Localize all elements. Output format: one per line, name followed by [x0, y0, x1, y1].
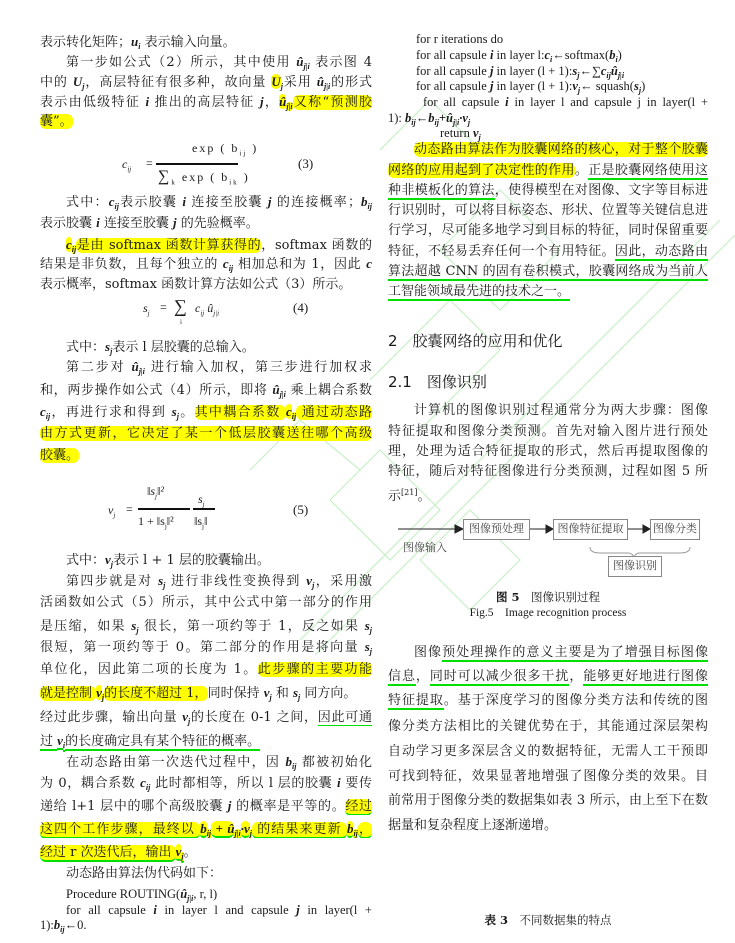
- text-segment: ，: [415, 669, 430, 684]
- underlined-text: 种非模板化的算法: [388, 183, 495, 198]
- text-segment: i: [145, 94, 150, 109]
- text-segment: û: [296, 54, 304, 69]
- text-segment: j: [280, 82, 283, 91]
- subsection-heading: 2.1 图像识别: [388, 373, 487, 391]
- text-segment: 活函数如公式（5）所示，其中公式中第一部分的作用: [40, 595, 372, 610]
- text-segment: 动态路由算法伪代码如下：: [66, 866, 223, 881]
- highlighted-text: 经过: [345, 799, 372, 814]
- underlined-text: 能够更好地进行图像: [583, 669, 708, 684]
- text-segment: ij: [606, 71, 611, 80]
- text-segment: v: [182, 709, 188, 724]
- text-segment: i: [153, 903, 157, 917]
- text-segment: û: [316, 74, 325, 89]
- text-segment: 示: [388, 489, 402, 504]
- highlighted-text: 通过动态路: [296, 405, 372, 420]
- text-segment: 进行输入加权，第三步进行加权求: [144, 360, 372, 375]
- text-segment: ij: [367, 202, 372, 211]
- text-segment: 经过此步骤，输出向量: [40, 710, 183, 725]
- highlighted-text: 是由 softmax 函数计算获得的: [76, 238, 262, 253]
- text-segment: 行识别时，可以将目标姿态、形状、位置等关键信息进: [388, 203, 708, 218]
- text-segment: , r, l): [193, 887, 218, 901]
- text-segment: 理，处理为适合特征提取的形式，然后再提取图像的: [388, 444, 708, 459]
- underlined-text: 因此，动态路由: [614, 244, 708, 259]
- text-segment: 可找到特征，效果显著地增强了图像分类的效果。目: [388, 769, 708, 784]
- text-segment: ij: [45, 412, 51, 421]
- text-segment: i: [96, 215, 100, 230]
- text-segment: ←∑: [579, 64, 601, 78]
- text-segment: j|i: [138, 367, 145, 376]
- text-segment: j: [267, 194, 272, 209]
- text-segment: j: [577, 71, 580, 80]
- text-segment: in layer (l + 1):: [493, 79, 573, 93]
- text-segment: Procedure ROUTING(: [66, 887, 181, 901]
- figure-caption-en: Fig.5 Image recognition process: [469, 607, 627, 619]
- text-segment: b: [361, 194, 368, 209]
- section-heading: 2 胶囊网络的应用和优化: [388, 332, 563, 350]
- highlighted-text: v: [96, 685, 102, 700]
- text-segment: i: [615, 55, 618, 64]
- text-segment: s: [171, 404, 177, 419]
- text-segment: 。: [183, 845, 197, 860]
- formula-lhs: $c_{ij}$: [122, 157, 132, 174]
- text-segment: j: [259, 94, 264, 109]
- text-segment: ，高层特征有很多种，故向量: [84, 75, 272, 90]
- highlighted-text: 此步骤的主要功能: [257, 662, 372, 677]
- highlighted-text: j: [249, 829, 252, 838]
- text-segment: ij: [114, 202, 119, 211]
- highlighted-text: ij: [71, 245, 77, 254]
- figure-box-feature-extraction: 图像特征提取: [553, 519, 628, 540]
- highlighted-text: 就是控制: [40, 686, 97, 701]
- text-segment: 表示胶囊: [118, 195, 183, 210]
- text-segment: in layer l and capsule j in layer(l +: [508, 95, 708, 109]
- text-segment: v: [306, 573, 313, 588]
- text-segment: [21]: [401, 488, 418, 497]
- highlighted-text: b: [346, 821, 354, 836]
- text-segment: 计算机的图像识别过程通常分为两大步骤：图像: [414, 403, 708, 418]
- text-segment: b: [285, 754, 293, 769]
- highlighted-text: û: [279, 94, 287, 109]
- text-segment: ←0.: [64, 918, 87, 932]
- highlighted-text: 这四个工作步骤，最终以: [40, 822, 201, 837]
- figure-input-label: 图像输入: [403, 541, 447, 554]
- text-segment: in layer l and capsule: [156, 903, 297, 917]
- text-segment: b: [609, 48, 616, 62]
- text-segment: 图像: [414, 645, 443, 660]
- text-segment: 很长，第一项约等于 1，反之如果: [138, 619, 365, 634]
- text-segment: 同方向。: [300, 686, 357, 701]
- text-segment: in layer (l + 1):: [493, 64, 573, 78]
- text-segment: 前常用于图像分类的数据集如表 3 所示，由上至下在数: [388, 793, 708, 808]
- text-segment: j: [298, 693, 301, 702]
- highlighted-text: j|i: [234, 829, 241, 838]
- text-segment: 推出的高层特征: [149, 95, 260, 110]
- text-segment: 1):: [40, 918, 54, 932]
- text-segment: 表示 l 层胶囊的总输入。: [112, 340, 255, 355]
- figure-box-preprocess: 图像预处理: [463, 519, 530, 540]
- text-segment: ij: [292, 762, 297, 771]
- text-segment: j: [467, 118, 471, 127]
- text-segment: b: [405, 111, 412, 125]
- text-segment: ij: [228, 264, 234, 273]
- highlighted-text: 由方式更新，它决定了某一个低层胶囊送往哪个高级: [40, 426, 372, 441]
- text-segment: 为 0，耦合系数: [40, 776, 141, 791]
- text-segment: j: [369, 626, 372, 635]
- text-segment: 递给 l+1 层中的哪个高级胶囊: [40, 799, 228, 814]
- text-segment: 自动学习更多深层含义的数据特征，无需人工干预即: [388, 744, 708, 759]
- text-segment: 在动态路由第一次迭代过程中，因: [66, 755, 286, 770]
- text-segment: 特征，随后对特征图像进行分类预测，过程如图 5 所: [388, 464, 708, 479]
- text-segment: ，使得模型在对图像、文字等目标进: [494, 183, 708, 198]
- highlighted-text: 其中耦合系数: [194, 405, 286, 420]
- text-segment: s: [292, 685, 299, 700]
- text-segment: 表示概率，softmax 函数计算方法如公式（3）所示。: [40, 277, 352, 292]
- highlighted-text: c: [66, 237, 72, 252]
- figure-box-recognition: 图像识别: [608, 556, 662, 577]
- text-segment: 。: [574, 163, 589, 178]
- text-segment: j: [110, 560, 114, 569]
- text-segment: for r iterations do: [416, 32, 504, 46]
- text-segment: j|i: [453, 118, 460, 127]
- text-segment: j: [136, 626, 139, 635]
- figure-caption-cn: 图 5 图像识别过程: [495, 590, 600, 604]
- text-segment: j: [489, 79, 494, 93]
- text-segment: for all capsule: [423, 95, 506, 109]
- formula-denominator: $\sum_k$ exp ( $b_{ik}$ ): [158, 168, 250, 187]
- text-segment: 表示 l + 1 层的胶囊输出。: [113, 553, 270, 568]
- text-segment: 单位化，因此第二项的长度为 1。: [40, 662, 258, 677]
- highlighted-text: 的长度不超过 1，: [104, 686, 208, 701]
- text-segment: j|i: [187, 894, 194, 903]
- text-segment: û: [272, 382, 280, 397]
- text-segment: s: [364, 618, 370, 633]
- text-segment: û: [180, 887, 188, 901]
- underlined-text: 算法超越 CNN 的固有卷积模式，胶囊网络成为当前人: [388, 264, 708, 279]
- text-segment: j: [176, 412, 179, 421]
- text-segment: 连接至胶囊: [186, 195, 268, 210]
- text-segment: 结果是非负数，且每个独立的: [40, 257, 223, 272]
- text-segment: ): [617, 48, 622, 62]
- text-segment: 采用: [283, 75, 317, 90]
- text-segment: ←softmax(: [552, 48, 610, 62]
- text-segment: for all capsule: [66, 903, 154, 917]
- text-segment: v: [105, 552, 111, 567]
- text-segment: c: [366, 256, 372, 271]
- highlighted-text: j: [181, 852, 184, 861]
- text-segment: 表示图 4: [309, 55, 372, 70]
- text-segment: 据量和复杂程度上逐渐递增。: [388, 818, 558, 833]
- text-segment: v: [263, 685, 270, 700]
- text-segment: j: [489, 64, 494, 78]
- text-segment: 。基于深度学习的图像分类方法和传统的图: [443, 693, 708, 708]
- text-segment: 是压缩，如果: [40, 619, 132, 634]
- text-segment: ij: [411, 118, 416, 127]
- text-segment: 相加总和为 1，因此: [233, 257, 367, 272]
- text-segment: 行学习，尽可能多地学习到目标的特征，同时保留重要: [388, 223, 708, 238]
- text-segment: ，softmax 函数的: [261, 238, 372, 253]
- highlighted-text: 囊”。: [40, 114, 73, 129]
- text-segment: j: [269, 693, 272, 702]
- underlined-text: 特征提取: [388, 693, 444, 708]
- text-segment: 表示输入向量。: [140, 35, 236, 50]
- text-segment: c: [108, 194, 115, 209]
- text-segment: ij: [60, 925, 65, 934]
- text-segment: j: [369, 647, 372, 656]
- underlined-text: 工智能领域最先进的技术之一。: [388, 284, 571, 299]
- highlighted-text: 经过 r 次迭代后，输出: [40, 845, 176, 860]
- text-segment: ，再进行求和得到: [50, 405, 172, 420]
- text-segment: i: [138, 42, 141, 51]
- text-segment: ← squash(: [580, 79, 634, 93]
- highlighted-text: ·v: [240, 821, 250, 836]
- highlighted-text: ij: [291, 412, 297, 421]
- underlined-text: 预处理操作的意义主要是为了增强目标图像: [442, 645, 708, 660]
- text-segment: j: [173, 215, 177, 230]
- text-segment: 表示由低级特征: [40, 95, 146, 110]
- text-segment: s: [105, 339, 111, 354]
- text-segment: c: [600, 64, 607, 78]
- text-segment: j: [296, 903, 300, 917]
- text-segment: 此时都相等，所以 l 层的胶囊: [150, 776, 337, 791]
- text-segment: j: [163, 581, 166, 590]
- text-segment: û: [131, 359, 139, 374]
- text-segment: 要传: [340, 776, 372, 791]
- text-segment: in layer(l +: [299, 903, 372, 917]
- text-segment: 特征提取和图像分类预测。首先对输入图片进行预处: [388, 424, 708, 439]
- text-segment: j: [312, 581, 315, 590]
- text-segment: 表示胶囊: [40, 216, 97, 231]
- text-segment: ): [641, 79, 646, 93]
- text-segment: 式中：: [66, 553, 106, 568]
- text-segment: for all capsule: [416, 64, 490, 78]
- text-segment: 乘上耦合系数: [285, 383, 372, 398]
- text-segment: j|i: [279, 390, 286, 399]
- text-segment: 。: [417, 489, 431, 504]
- text-segment: ij: [145, 783, 151, 792]
- text-segment: ij: [434, 118, 439, 127]
- text-segment: 第二步对: [66, 360, 132, 375]
- text-segment: j: [82, 82, 85, 91]
- text-segment: 的概率是平等的。: [231, 799, 346, 814]
- highlighted-text: + û: [211, 821, 235, 836]
- equation-number: (5): [293, 502, 309, 517]
- text-segment: j: [227, 798, 232, 813]
- text-segment: 同时保持: [207, 686, 264, 701]
- text-segment: j: [188, 717, 191, 726]
- text-segment: 表示转化矩阵；: [40, 35, 132, 50]
- text-segment: return: [440, 126, 473, 140]
- text-segment: 式中：: [66, 340, 106, 355]
- highlighted-text: 动态路由算法作为胶囊网络的核心，对于整个胶囊: [414, 142, 708, 157]
- text-segment: ，: [569, 669, 584, 684]
- underlined-text: 过: [40, 734, 58, 749]
- text-segment: 的先验概率。: [176, 216, 259, 231]
- text-segment: s: [364, 639, 370, 654]
- text-segment: b: [53, 918, 61, 932]
- text-segment: c: [544, 48, 551, 62]
- text-segment: 进行非线性变换得到: [165, 574, 307, 589]
- underlined-text: 因此可通: [317, 710, 372, 725]
- highlighted-text: ij: [353, 829, 358, 838]
- highlighted-text: 的结果来更新: [251, 822, 347, 837]
- text-segment: i: [550, 55, 553, 64]
- text-segment: i: [505, 95, 509, 109]
- text-segment: j: [110, 347, 113, 356]
- formula-numerator: exp ( $b_{ij}$ ): [192, 141, 259, 158]
- underlined-text: 信息: [388, 669, 416, 684]
- text-segment: 第四步就是对: [66, 574, 159, 589]
- text-segment: c: [40, 404, 46, 419]
- underlined-text: v: [57, 733, 63, 748]
- underlined-text: 正是胶囊网络使用这: [588, 163, 708, 178]
- text-segment: 的长度在 0-1 之间，: [190, 710, 318, 725]
- underlined-text: 的长度确定具有某个特征的概率。: [65, 734, 261, 749]
- text-segment: v: [472, 126, 479, 140]
- highlighted-text: b: [200, 821, 207, 836]
- text-segment: 特征，不轻易丢弃任何一个有用特征。: [388, 244, 615, 259]
- underlined-text: i: [62, 741, 66, 750]
- text-segment: 1):: [388, 111, 406, 125]
- highlighted-text: 胶囊。: [40, 448, 80, 463]
- text-segment: U: [72, 74, 83, 89]
- text-segment: i: [182, 194, 187, 209]
- text-segment: i: [489, 48, 494, 62]
- text-segment: 第一步如公式（2）所示，其中使用: [66, 55, 297, 70]
- text-segment: i: [336, 775, 341, 790]
- text-segment: s: [158, 573, 164, 588]
- text-segment: û: [610, 64, 618, 78]
- text-segment: 式中：: [66, 195, 109, 210]
- text-segment: ←b: [415, 111, 435, 125]
- text-segment: j: [577, 86, 581, 95]
- text-segment: for all capsule: [416, 79, 490, 93]
- highlighted-text: 又称“预测胶: [292, 95, 372, 110]
- text-segment: 很短，第一项约等于 0。第二部分的作用是将向量: [40, 640, 365, 655]
- text-segment: j|i: [303, 62, 310, 71]
- text-segment: 像分类方法相比的关键优势在于，其能通过深层架构: [388, 719, 708, 734]
- text-segment: 和，两步操作如公式（4）所示，即将: [40, 383, 273, 398]
- text-segment: +û: [438, 111, 453, 125]
- highlighted-text: j: [101, 693, 105, 702]
- text-segment: 连接至胶囊: [99, 216, 174, 231]
- highlighted-text: c: [286, 404, 292, 419]
- text-segment: s: [572, 64, 578, 78]
- text-segment: 。: [178, 405, 195, 420]
- text-segment: for all capsule: [416, 48, 490, 62]
- equation-number: (4): [293, 300, 309, 315]
- equation-number: (3): [298, 156, 314, 171]
- figure-box-classification: 图像分类: [650, 519, 700, 540]
- text-segment: 中的: [40, 75, 73, 90]
- text-segment: c: [222, 256, 229, 271]
- text-segment: 的形式: [330, 75, 372, 90]
- text-segment: u: [131, 34, 139, 49]
- highlighted-text: 网络的应用起到了决定性的作用: [388, 163, 575, 178]
- text-segment: s: [131, 618, 137, 633]
- text-segment: c: [140, 775, 146, 790]
- text-segment: ，采用激: [314, 574, 372, 589]
- text-segment: in layer l:: [493, 48, 545, 62]
- underlined-text: 同时可以减少很多干扰: [429, 669, 570, 684]
- text-segment: j|i: [324, 82, 331, 91]
- highlighted-text: U: [271, 74, 281, 89]
- text-segment: 的连接概率；: [271, 195, 362, 210]
- text-segment: v: [572, 79, 578, 93]
- text-segment: 都被初始化: [296, 755, 372, 770]
- text-segment: 和: [271, 686, 293, 701]
- highlighted-text: ，: [357, 822, 372, 837]
- highlighted-text: ij: [206, 829, 212, 838]
- table-caption: 表 3 不同数据集的特点: [484, 913, 612, 927]
- text-segment: ，: [263, 95, 280, 110]
- highlighted-text: j|i: [286, 102, 293, 111]
- text-segment: j: [638, 86, 642, 95]
- text-segment: s: [633, 79, 639, 93]
- text-segment: j: [478, 133, 481, 142]
- text-segment: j|i: [617, 71, 625, 80]
- text-segment: ·v: [459, 111, 468, 125]
- highlighted-text: v: [175, 844, 182, 859]
